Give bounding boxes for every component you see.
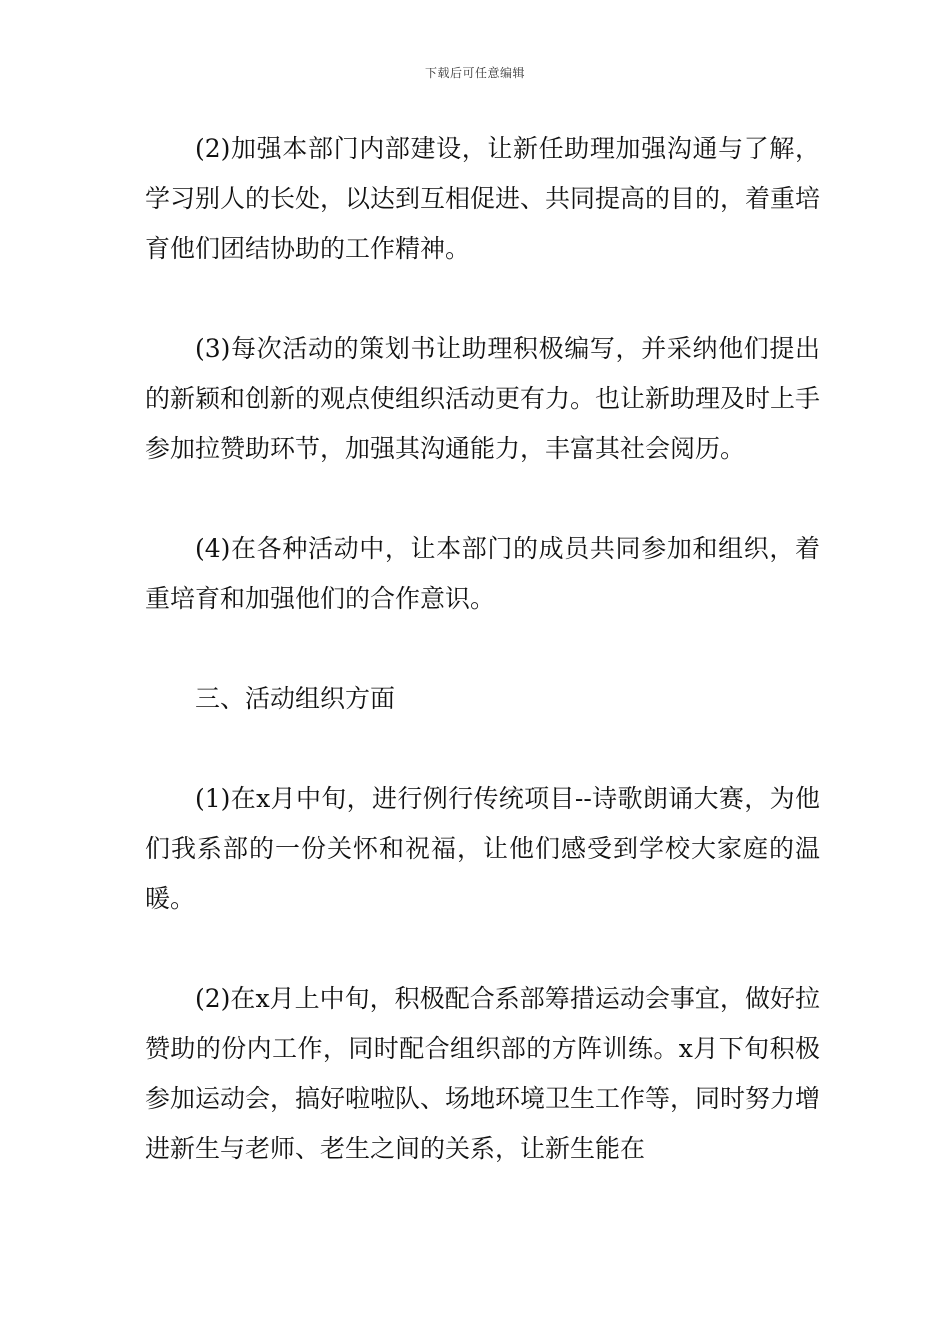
- paragraph-strengthen-internal: (2)加强本部门内部建设，让新任助理加强沟通与了解，学习别人的长处，以达到互相促进、共同提高的目的，着重培育他们团结协助的工作精神。: [145, 134, 821, 263]
- paragraph-poetry-contest: (1)在x月中旬，进行例行传统项目--诗歌朗诵大赛，为他们我系部的一份关怀和祝福，让他们感受到学校大家庭的温暖。: [145, 784, 820, 913]
- page-header: 下载后可任意编辑: [424, 66, 525, 80]
- paragraph-sports-meeting: (2)在x月上中旬，积极配合系部筹措运动会事宜，做好拉赞助的份内工作，同时配合组织部的方阵训练。x月下旬积极参加运动会，搞好啦啦队、场地环境卫生工作等，同时努力增进新生与老师、老生之间的关系，让新生能在: [145, 984, 821, 1163]
- section-heading-activities: 三、活动组织方面: [195, 684, 396, 713]
- paragraph-cooperation: (4)在各种活动中，让本部门的成员共同参加和组织，着重培育和加强他们的合作意识。: [145, 534, 820, 613]
- paragraph-planning-proposals: (3)每次活动的策划书让助理积极编写，并采纳他们提出的新颖和创新的观点使组织活动更有力。也让新助理及时上手参加拉赞助环节，加强其沟通能力，丰富其社会阅历。: [145, 334, 821, 463]
- document-body: [145, 124, 820, 1224]
